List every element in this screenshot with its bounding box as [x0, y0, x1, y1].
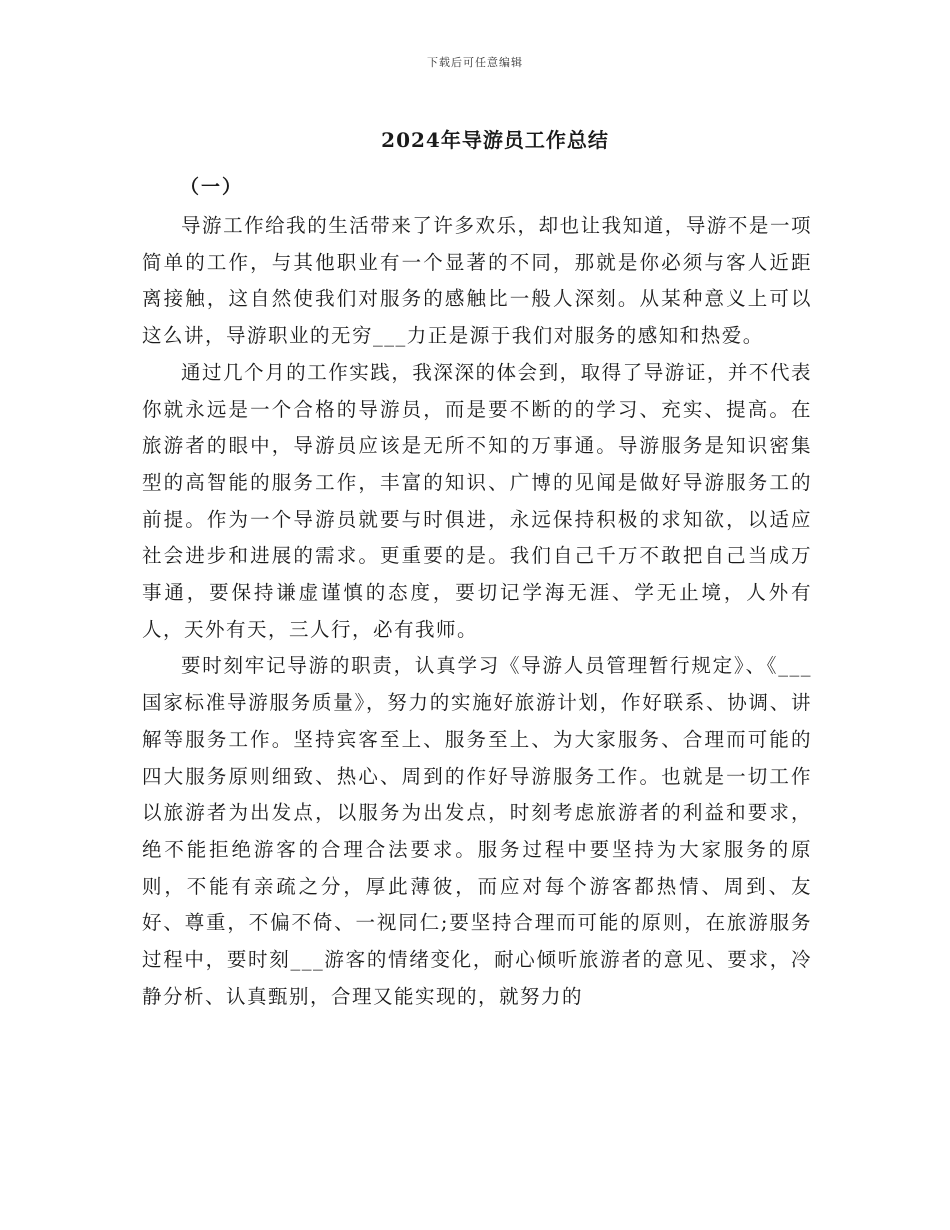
section-heading: （一）: [180, 176, 244, 198]
document-body: [142, 166, 812, 1015]
paragraph-1: 导游工作给我的生活带来了许多欢乐，却也让我知道，导游不是一项简单的工作，与其他职业有一个显著的不同，那就是你必须与客人近距离接触，这自然使我们对服务的感触比一般人深刻。从某种意义上可以这么讲，导游职业的无穷___力正是源于我们对服务的感知和热爱。: [142, 214, 812, 348]
paragraph-2: 通过几个月的工作实践，我深深的体会到，取得了导游证，并不代表你就永远是一个合格的导游员，而是要不断的的学习、充实、提高。在旅游者的眼中，导游员应该是无所不知的万事通。导游服务是知识密集型的高智能的服务工作，丰富的知识、广博的见闻是做好导游服务工的前提。作为一个导游员就要与时俱进，永远保持积极的求知欲，以适应社会进步和进展的需求。更重要的是。我们自己千万不敢把自己当成万事通，要保持谦虚谨慎的态度，要切记学海无涯、学无止境，人外有人，天外有天，三人行，必有我师。: [142, 360, 812, 641]
header-note: 下载后可任意编辑: [427, 56, 523, 69]
document-title: 2024年导游员工作总结: [381, 128, 609, 152]
paragraph-3: 要时刻牢记导游的职责，认真学习《导游人员管理暂行规定》、《___国家标准导游服务质量》，努力的实施好旅游计划，作好联系、协调、讲解等服务工作。坚持宾客至上、服务至上、为大家服务、合理而可能的四大服务原则细致、热心、周到的作好导游服务工作。也就是一切工作以旅游者为出发点，以服务为出发点，时刻考虑旅游者的利益和要求，绝不能拒绝游客的合理合法要求。服务过程中要坚持为大家服务的原则，不能有亲疏之分，厚此薄彼，而应对每个游客都热情、周到、友好、尊重，不偏不倚、一视同仁;要坚持合理而可能的原则，在旅游服务过程中，要时刻___游客的情绪变化，耐心倾听旅游者的意见、要求，冷静分析、认真甄别，合理又能实现的，就努力的: [142, 654, 812, 1008]
